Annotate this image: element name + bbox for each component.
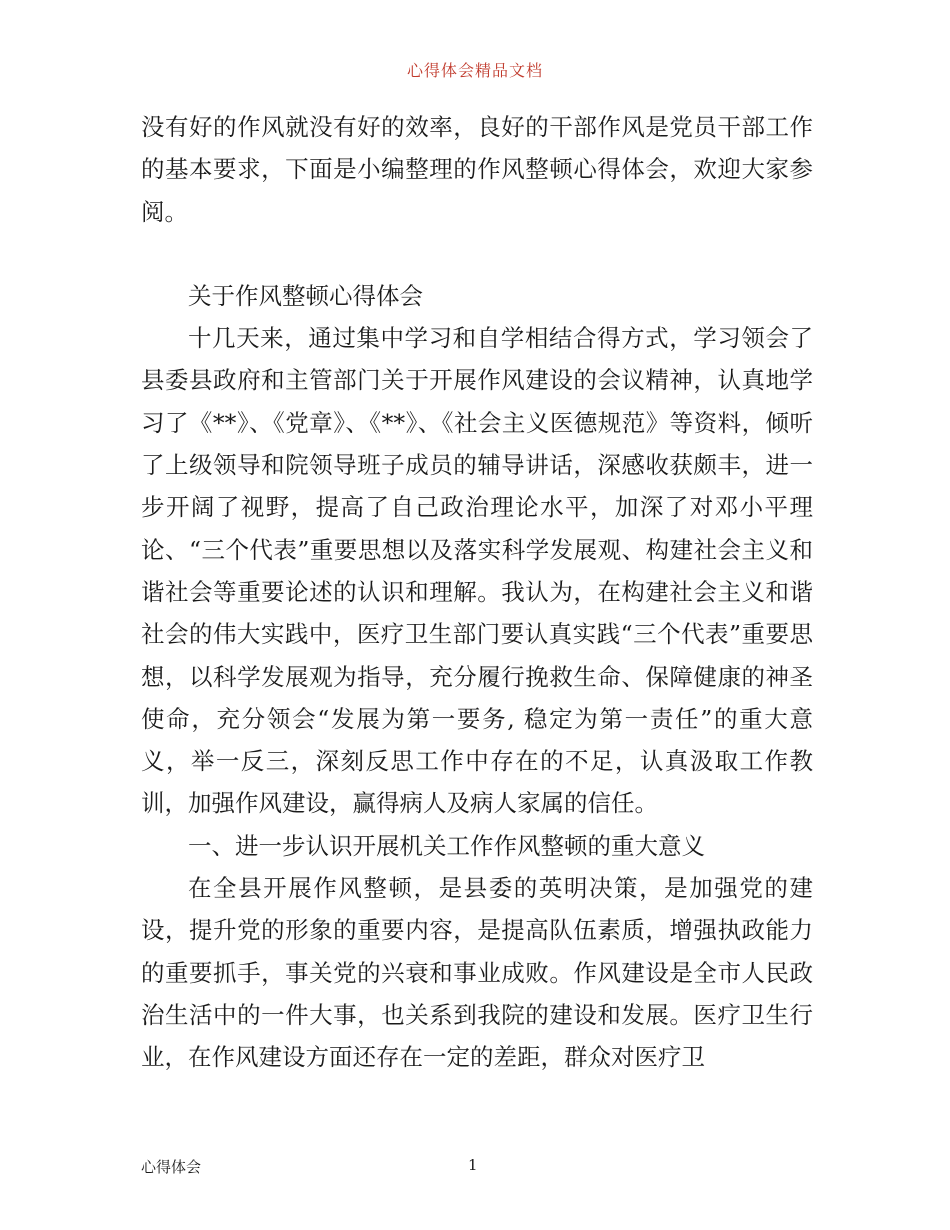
document-body [141,106,813,1079]
intro-paragraph: 没有好的作风就没有好的效率，良好的干部作风是党员干部工作的基本要求，下面是小编整理的作风整顿心得体会，欢迎大家参阅。 [141,113,813,226]
page-header-title: 心得体会精品文档 [406,61,543,80]
section-title: 关于作风整顿心得体会 [188,281,423,310]
footer-label: 心得体会 [141,1158,202,1176]
body-paragraph-1: 十几天来，通过集中学习和自学相结合得方式，学习领会了县委县政府和主管部门关于开展作风建设的会议精神，认真地学习了《**》、《党章》、《**》、《社会主义医德规范》等资料，倾听了上级领导和院领导班子成员的辅导讲话，深感收获颇丰，进一步开阔了视野，提高了自己政治理论水平，加深了对邓小平理论、“三个代表”重要思想以及落实科学发展观、构建社会主义和谐社会等重要论述的认识和理解。我认为，在构建社会主义和谐社会的伟大实践中，医疗卫生部门要认真实践“三个代表”重要思想，以科学发展观为指导，充分履行挽救生命、保障健康的神圣使命，充分领会“发展为第一要务, 稳定为第一责任”的重大意义，举一反三，深刻反思工作中存在的不足，认真汲取工作教训，加强作风建设，赢得病人及病人家属的信任。 [141,324,813,818]
section-heading-1: 一、进一步认识开展机关工作作风整顿的重大意义 [188,831,705,860]
body-paragraph-2: 在全县开展作风整顿，是县委的英明决策，是加强党的建设，提升党的形象的重要内容，是提高队伍素质，增强执政能力的重要抓手，事关党的兴衰和事业成败。作风建设是全市人民政治生活中的一件大事，也关系到我院的建设和发展。医疗卫生行业，在作风建设方面还存在一定的差距，群众对医疗卫 [141,874,813,1072]
page-number: 1 [468,1156,478,1174]
